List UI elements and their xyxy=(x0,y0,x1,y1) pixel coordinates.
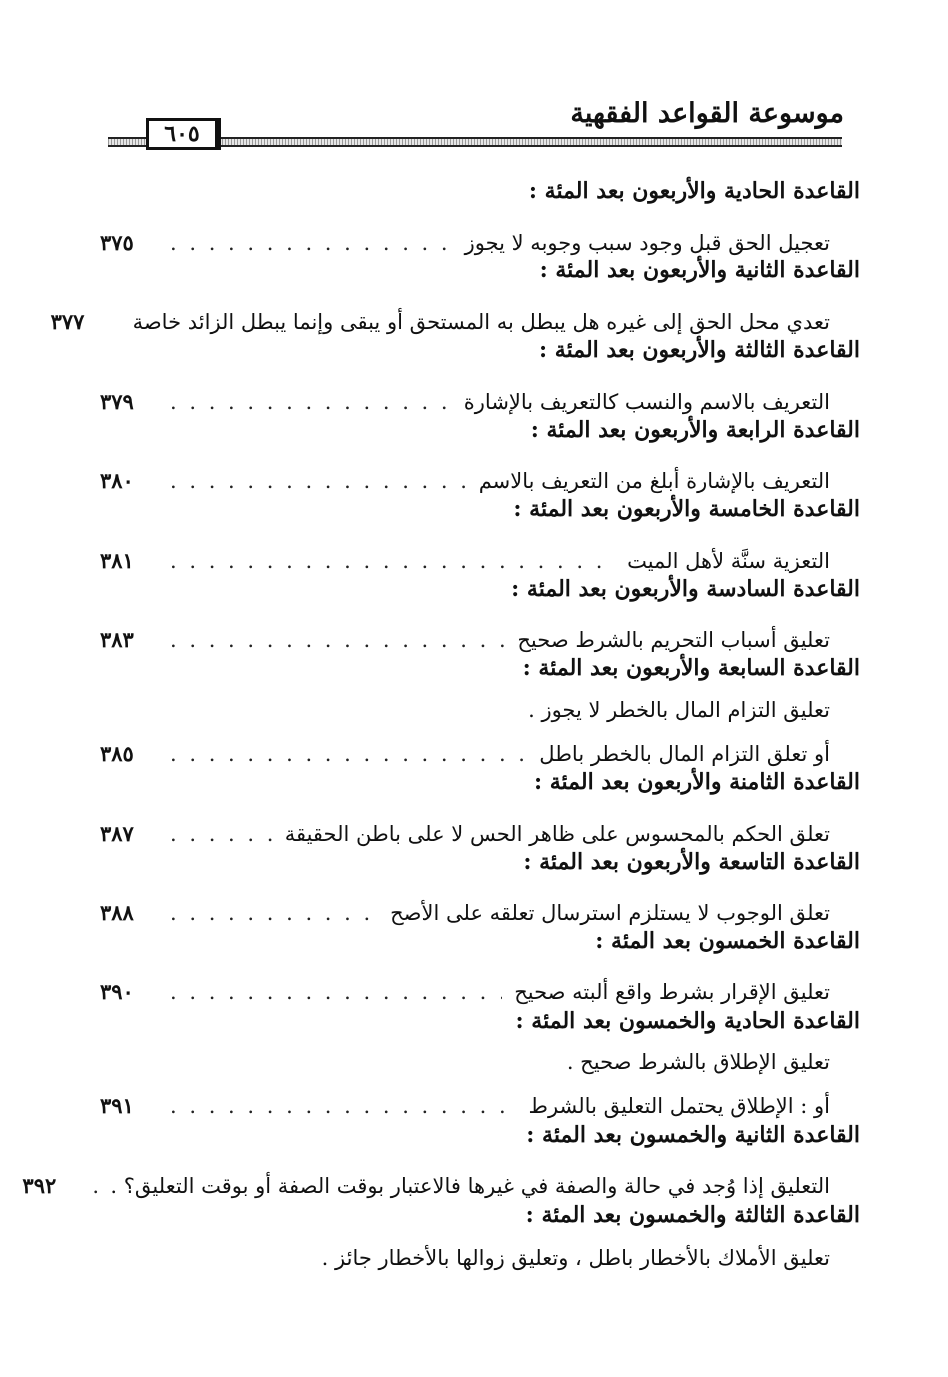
dot-leader xyxy=(170,628,505,652)
rule-heading: القاعدة الخامسة والأربعون بعد المئة : xyxy=(513,496,860,522)
dot-leader xyxy=(170,231,453,255)
toc-entry xyxy=(22,1166,830,1198)
toc-entry-text: تعليق الأملاك بالأخطار باطل ، وتعليق زوالها بالأخطار جائز . xyxy=(321,1246,830,1270)
rule-heading: القاعدة الرابعة والأربعون بعد المئة : xyxy=(530,417,860,443)
toc-entry-text: تعليق التزام المال بالخطر لا يجوز . xyxy=(528,698,830,722)
toc-entry-page: ٣٨١ xyxy=(100,548,134,573)
toc-entry-text: أو : الإطلاق يحتمل التعليق بالشرط xyxy=(528,1094,830,1118)
page-number xyxy=(146,118,218,150)
toc-entry xyxy=(50,302,830,334)
rule-heading: القاعدة الثالثة والخمسون بعد المئة : xyxy=(525,1202,860,1228)
toc-entry-page: ٣٧٧ xyxy=(50,309,85,334)
toc-entry-page: ٣٩٠ xyxy=(100,979,134,1004)
rule-heading: القاعدة الثامنة والأربعون بعد المئة : xyxy=(533,769,860,795)
toc-entry-text: تعليق الإقرار بشرط واقع ألبته صحيح xyxy=(514,980,830,1004)
toc-entry xyxy=(100,734,830,766)
toc-entry xyxy=(100,541,830,573)
dot-leader xyxy=(92,1174,98,1198)
toc-entry-text: التعريف بالاسم والنسب كالتعريف بالإشارة xyxy=(463,390,830,414)
toc-entry xyxy=(100,893,830,925)
rule-heading: القاعدة الحادية والأربعون بعد المئة : xyxy=(528,178,860,204)
rule-heading: القاعدة الثانية والأربعون بعد المئة : xyxy=(539,257,860,283)
toc-entry-page: ٣٨٣ xyxy=(100,627,134,652)
running-header-title: موسوعة القواعد الفقهية xyxy=(570,98,844,129)
toc-entry xyxy=(100,1086,830,1118)
toc-entry xyxy=(100,382,830,414)
rule-heading: القاعدة السادسة والأربعون بعد المئة : xyxy=(511,576,860,602)
toc-entry-text: التعليق إذا وُجد في حالة والصفة في غيرها فالاعتبار بوقت الصفة أو بوقت التعليق؟ . xyxy=(110,1174,830,1198)
rule-heading: القاعدة الثانية والخمسون بعد المئة : xyxy=(526,1122,860,1148)
toc-entry-text: التعزية سنَّة لأهل الميت xyxy=(627,549,830,573)
toc-entry-text: تعلق الحكم بالمحسوس على ظاهر الحس لا على باطن الحقيقة xyxy=(284,822,830,846)
toc-entry-text: تعدي محل الحق إلى غيره هل يبطل به المستحق أو يبقى وإنما يبطل الزائد خاصة xyxy=(132,310,830,334)
toc-entry-page: ٣٨٠ xyxy=(100,468,134,493)
rule-heading: القاعدة الحادية والخمسون بعد المئة : xyxy=(515,1008,860,1034)
toc-entry-page: ٣٨٧ xyxy=(100,821,134,846)
rule-heading: القاعدة الثالثة والأربعون بعد المئة : xyxy=(539,337,860,363)
dot-leader xyxy=(170,390,452,414)
dot-leader xyxy=(170,549,615,573)
toc-entry-page: ٣٨٨ xyxy=(100,900,134,925)
toc-entry xyxy=(100,972,830,1004)
dot-leader xyxy=(170,980,502,1004)
toc-entry xyxy=(100,620,830,652)
rule-heading: القاعدة السابعة والأربعون بعد المئة : xyxy=(522,655,860,681)
dot-leader xyxy=(170,822,273,846)
toc-entry xyxy=(100,223,830,255)
toc-entry-text: أو تعلق التزام المال بالخطر باطل xyxy=(539,742,830,766)
toc-entry xyxy=(100,814,830,846)
rule-heading: القاعدة الخمسون بعد المئة : xyxy=(595,928,860,954)
dot-leader xyxy=(170,1094,517,1118)
toc-entry-page: ٣٧٩ xyxy=(100,389,134,414)
toc-entry-page: ٣٩١ xyxy=(100,1093,134,1118)
dot-leader xyxy=(170,469,467,493)
toc-entry-text: تعلق الوجوب لا يستلزم استرسال تعلقه على الأصح xyxy=(390,901,830,925)
dot-leader xyxy=(170,742,527,766)
toc-entry-page: ٣٨٥ xyxy=(100,741,134,766)
toc-entry-page: ٣٩٢ xyxy=(22,1173,57,1198)
toc-entry-text: تعجيل الحق قبل وجود سبب وجوبه لا يجوز xyxy=(464,231,830,255)
toc-entry-text: تعليق أسباب التحريم بالشرط صحيح xyxy=(517,628,830,652)
rule-heading: القاعدة التاسعة والأربعون بعد المئة : xyxy=(523,849,860,875)
toc-entry-text: تعليق الإطلاق بالشرط صحيح . xyxy=(566,1050,830,1074)
dot-leader xyxy=(170,901,378,925)
page-number-text: ٦٠٥ xyxy=(164,121,200,147)
toc-entry-text: التعريف بالإشارة أبلغ من التعريف بالاسم xyxy=(478,469,830,493)
toc-entry-page: ٣٧٥ xyxy=(100,230,134,255)
toc-entry xyxy=(100,461,830,493)
